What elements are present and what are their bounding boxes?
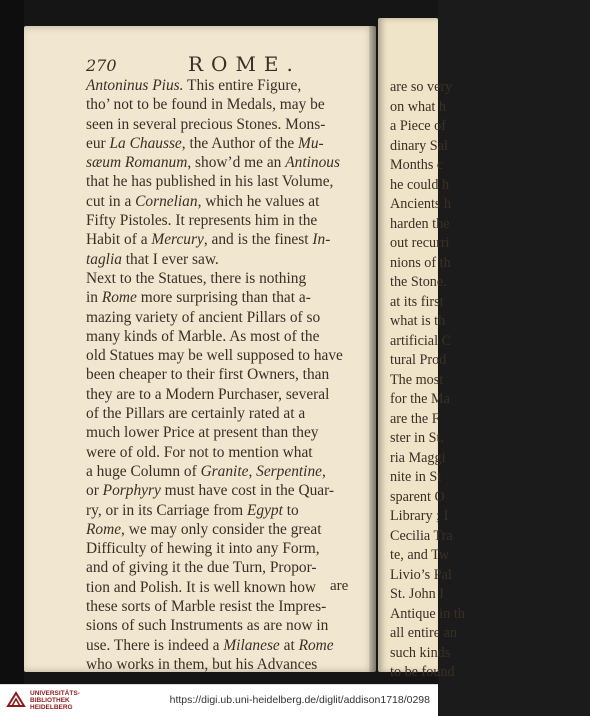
catchword: are <box>330 578 349 594</box>
italic-text: Antinous <box>285 154 340 172</box>
text-line <box>86 327 356 346</box>
roman-text: , <box>321 462 326 480</box>
library-name-line: UNIVERSITÄTS- <box>30 690 80 697</box>
roman-text: in <box>86 289 102 307</box>
roman-text: , and is the finest <box>203 231 313 249</box>
text-line <box>86 597 356 616</box>
text-line <box>86 76 356 95</box>
roman-text: Difficulty of hewing it into any Form, <box>86 540 320 558</box>
text-line <box>86 250 356 269</box>
italic-text: La Chausse <box>109 134 182 152</box>
italic-text: Porphyry <box>102 482 161 500</box>
page-header <box>86 52 356 76</box>
roman-text: these sorts of Marble resist the Impres- <box>86 598 327 616</box>
right-page-line: St. John I <box>390 586 444 602</box>
text-line <box>86 655 356 674</box>
right-page-text <box>390 78 590 683</box>
roman-text: mazing variety of ancient Pillars of so <box>86 308 321 326</box>
right-page-line: artificial C <box>390 332 452 349</box>
right-page-line: the Stone. <box>390 274 447 290</box>
body-text <box>86 76 356 674</box>
right-page-line: at its first <box>390 293 444 310</box>
roman-text: much lower Price at present than they <box>86 424 319 442</box>
roman-text: more surprising than that a- <box>136 289 311 307</box>
roman-text: of the Pillars are certainly rated at a <box>86 405 306 423</box>
roman-text: Next to the Statues, there is nothing <box>86 269 307 287</box>
italic-text: Mu- <box>298 134 324 152</box>
text-line <box>86 365 356 384</box>
roman-text: ry, or in its Carriage from <box>86 501 247 519</box>
text-line <box>86 481 356 500</box>
roman-text: , which he values at <box>197 192 320 210</box>
right-page-line: on what h <box>390 98 446 115</box>
text-line <box>86 134 356 153</box>
text-line <box>86 636 356 655</box>
roman-text: or <box>86 482 103 500</box>
roman-text: , show’d me an <box>187 154 286 172</box>
text-line <box>86 153 356 172</box>
text-line <box>86 346 356 365</box>
footer-bar <box>0 684 438 716</box>
roman-text: been cheaper to their first Owners, than <box>86 366 330 384</box>
right-page-line: nions of th <box>390 254 451 271</box>
italic-text: taglia <box>86 250 122 268</box>
right-page-line: a Piece of <box>390 118 446 134</box>
right-page-line: all entire an <box>390 625 457 641</box>
right-page-line: sparent O <box>390 488 445 505</box>
right-page-line: Antique in th <box>390 605 465 622</box>
roman-text: tho’ not to be found in Medals, may be <box>86 96 325 114</box>
text-line <box>86 192 356 211</box>
text-line <box>86 269 356 288</box>
roman-text: cut in a <box>86 192 136 210</box>
library-name-line: HEIDELBERG <box>30 704 73 711</box>
italic-text: Serpentine <box>256 462 322 480</box>
italic-text: Mercury <box>151 231 204 249</box>
text-line <box>86 443 356 462</box>
right-page-line: ster in St. <box>390 430 444 446</box>
roman-text: who works in them, but his Advances <box>86 655 318 673</box>
library-name-line: BIBLIOTHEK <box>30 697 70 704</box>
right-page-line: what is th <box>390 313 446 329</box>
roman-text: tion and Polish. It is well known how <box>86 578 317 596</box>
text-line <box>86 539 356 558</box>
library-logo-icon <box>6 690 26 710</box>
text-line <box>86 115 356 134</box>
roman-text: to <box>282 501 299 519</box>
text-line <box>86 501 356 520</box>
italic-text: Rome <box>86 520 122 538</box>
roman-text: Habit of a <box>86 231 152 249</box>
text-line <box>86 520 356 539</box>
text-line <box>86 616 356 635</box>
roman-text: that I ever saw. <box>121 250 219 268</box>
right-page-line: such kinds <box>390 644 451 661</box>
right-page-line: to be found <box>390 664 455 680</box>
roman-text: must have cost in the Quar- <box>160 482 335 500</box>
roman-text: old Statues may be well supposed to have <box>86 347 343 365</box>
right-page-line: tural Prod <box>390 352 447 368</box>
italic-text: Cornelian <box>135 192 198 210</box>
text-line <box>86 95 356 114</box>
italic-text: Milanese <box>223 636 280 654</box>
text-line <box>86 230 356 249</box>
italic-text: sæum Romanum <box>86 154 188 172</box>
roman-text: use. There is indeed a <box>86 636 224 654</box>
roman-text: This entire Figure, <box>183 77 302 94</box>
right-page-line: te, and Tw <box>390 547 450 563</box>
right-page-line: ria Maggi <box>390 449 446 466</box>
text-line <box>86 385 356 404</box>
right-page-line: harden the <box>390 215 450 232</box>
right-page-line: The most <box>390 371 444 388</box>
text-line <box>86 423 356 442</box>
roman-text: were of old. For not to mention what <box>86 443 313 461</box>
page-number: 270 <box>86 56 117 75</box>
roman-text: , we may only consider the great <box>121 520 322 538</box>
roman-text: Fifty Pistoles. It represents him in the <box>86 212 318 230</box>
roman-text: that he has published in his last Volume, <box>86 173 334 191</box>
right-page-line: Ancients h <box>390 196 452 212</box>
roman-text: they are to a Modern Purchaser, several <box>86 385 330 403</box>
roman-text: at <box>279 636 299 654</box>
running-title: ROME. <box>188 52 301 76</box>
right-page-line: nite in St <box>390 469 442 485</box>
source-url-link[interactable]: https://digi.ub.uni-heidelberg.de/diglit/addison1718/0298 <box>169 694 430 706</box>
roman-text: , <box>248 462 257 480</box>
italic-text: Rome <box>298 636 334 654</box>
italic-text: Antoninus Pius. <box>86 77 184 94</box>
right-page-line: out recurri <box>390 235 450 251</box>
text-line <box>86 558 356 577</box>
right-page-line: Cecilia Tra <box>390 527 453 544</box>
roman-text: many kinds of Marble. As most of the <box>86 327 320 345</box>
italic-text: Granite <box>200 462 249 480</box>
roman-text: seen in several precious Stones. Mons- <box>86 115 326 133</box>
text-line <box>86 308 356 327</box>
roman-text: a huge Column of <box>86 462 201 480</box>
roman-text: sions of such Instruments as are now in <box>86 617 329 635</box>
library-name <box>30 690 80 711</box>
right-page-line: he could h <box>390 176 450 193</box>
page-gutter-shadow <box>369 26 376 672</box>
right-page-line: are the F <box>390 410 440 427</box>
text-line <box>86 578 356 597</box>
italic-text: In- <box>312 231 331 249</box>
right-page-line: for the Ma <box>390 391 450 407</box>
right-page-line: Livio’s Pal <box>390 566 452 583</box>
text-line <box>86 211 356 230</box>
roman-text: eur <box>86 134 110 152</box>
right-page <box>378 18 465 680</box>
text-line <box>86 172 356 191</box>
text-line <box>86 288 356 307</box>
roman-text: , the Author of the <box>181 134 299 152</box>
book-edge-shadow <box>0 0 24 684</box>
italic-text: Rome <box>101 289 137 307</box>
right-page-line: dinary Sal <box>390 137 448 154</box>
right-page-line: are so very <box>390 79 453 95</box>
text-line <box>86 462 356 481</box>
right-page-line: Months c <box>390 157 444 173</box>
right-page-line: Library ; I <box>390 508 449 524</box>
italic-text: Egypt <box>247 501 283 519</box>
roman-text: and of giving it the due Turn, Propor- <box>86 559 317 577</box>
text-line <box>86 404 356 423</box>
